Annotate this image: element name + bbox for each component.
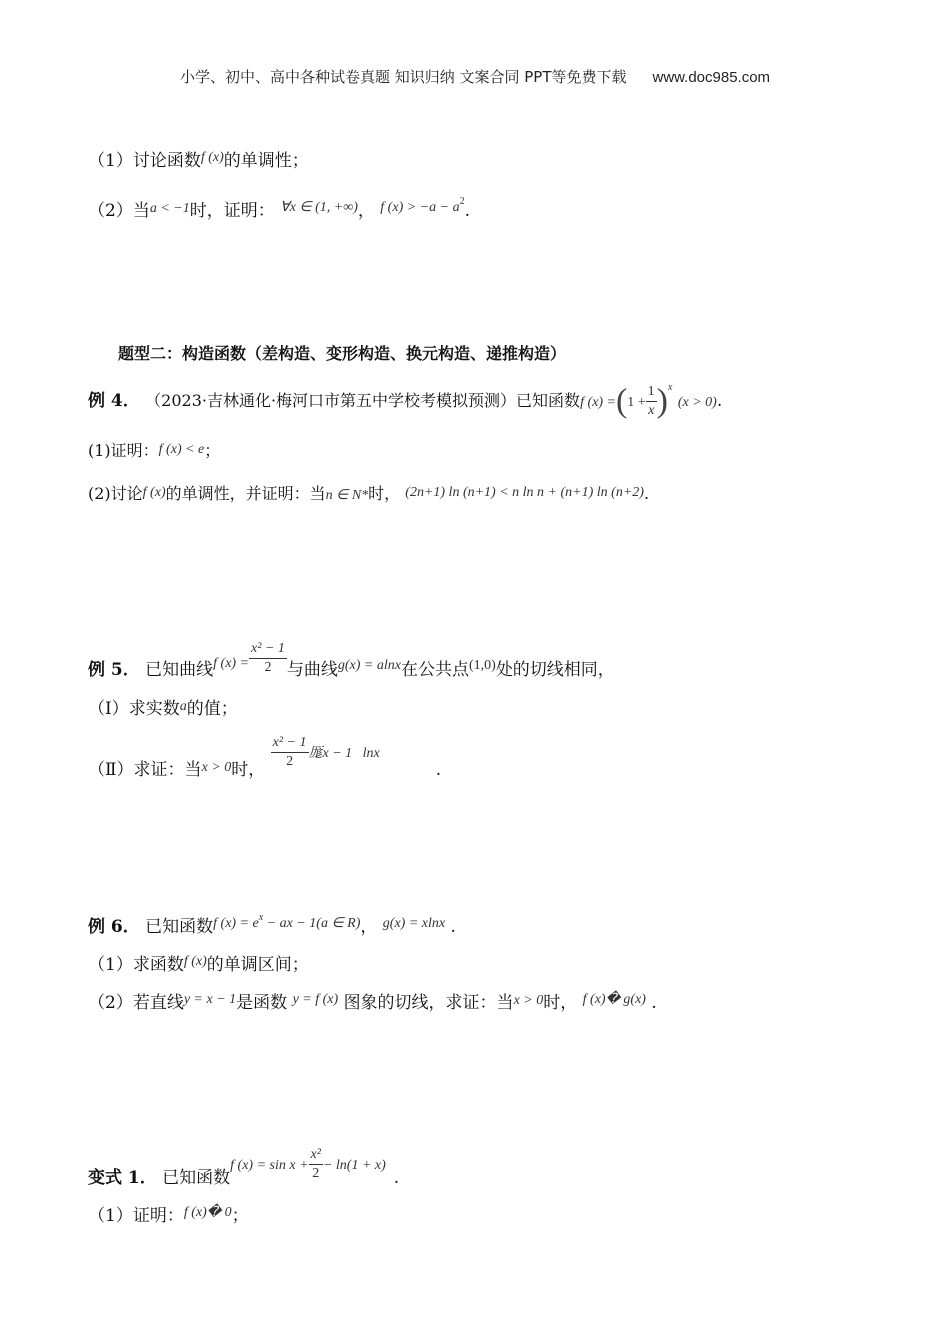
ex6-q2-mid: 是函数 <box>236 993 288 1013</box>
q2-mid: 时，证明： <box>189 201 275 221</box>
ex6-frest: − ax − 1(a ∈ R) <box>263 916 361 931</box>
ex4-frac <box>646 383 657 420</box>
ex4-label: 例 4． <box>88 391 140 411</box>
ex5-den: 2 <box>264 660 272 675</box>
ex6-g: g(x) = xlnx <box>382 916 446 931</box>
ex4-q1-math: f (x) < e <box>158 442 205 457</box>
ex6-q2 <box>88 988 657 1015</box>
ex4-q1-end: ； <box>204 441 221 460</box>
ex5-q2-label: （Ⅱ）求证：当 <box>88 760 202 780</box>
q1-tail: 的单调性； <box>223 151 309 171</box>
ex6-end: . <box>450 917 456 937</box>
ex4-q2-mid: 的单调性，并证明：当 <box>165 484 326 503</box>
example-5 <box>88 640 615 682</box>
ex4-end: . <box>716 391 723 411</box>
header-url[interactable]: www.doc985.com <box>652 69 771 86</box>
var1-fpre: f (x) = sin x + <box>230 1158 309 1173</box>
var1-q1-label: （1）证明： <box>88 1206 184 1226</box>
ex5-q1-a: a <box>179 699 187 714</box>
ex5-g: g(x) = alnx <box>337 658 401 673</box>
ex4-q2-n: n ∈ N* <box>325 488 369 503</box>
var1-label: 变式 1． <box>88 1168 157 1188</box>
var1-q1-math: f (x)� 0 <box>183 1205 232 1220</box>
ex4-q2-ineq: (2n+1) ln (n+1) < n ln n + (n+1) ln (n+2) <box>405 485 644 500</box>
q2-end: . <box>464 201 470 221</box>
var1-t1: 已知函数 <box>162 1168 231 1188</box>
var1-frac <box>309 1146 323 1183</box>
ex6-fexp: x <box>258 912 264 923</box>
ex6-q2-yf: y = f (x) <box>292 992 339 1007</box>
ex5-q2 <box>88 734 441 782</box>
ex4-q2 <box>88 481 649 508</box>
ex4-q2-when: 时， <box>368 484 401 503</box>
ex5-pt: (1,0) <box>468 658 496 673</box>
q2-ineq: f (x) > −a − a <box>380 200 460 215</box>
q2-comma: ， <box>357 201 375 221</box>
ex4-q2-fx: f (x) <box>142 485 166 500</box>
ex5-q2-num: x² − 1 <box>271 734 309 753</box>
ex5-t2: 与曲线 <box>286 660 338 680</box>
q2-forall: ∀x ∈ (1, +∞) <box>280 200 358 215</box>
ex6-label: 例 6． <box>88 917 140 937</box>
ex6-q2-t: 图象的切线，求证：当 <box>343 993 514 1013</box>
variant-1 <box>88 1146 399 1190</box>
example-4 <box>88 376 722 420</box>
ex5-q1-end: 的值； <box>186 699 238 719</box>
ex5-t1: 已知曲线 <box>145 660 214 680</box>
q1-label: （1）讨论函数 <box>88 151 201 171</box>
ex6-q2-line: y = x − 1 <box>183 992 237 1007</box>
ex6-q1-label: （1）求函数 <box>88 955 184 975</box>
q2-cond: a < −1 <box>149 201 190 216</box>
ex4-lparen: ( <box>615 382 628 420</box>
ex6-q2-cond: x > 0 <box>513 993 544 1008</box>
ex6-t1: 已知函数 <box>145 917 214 937</box>
ex4-den: x <box>648 403 655 418</box>
ex4-one: 1 + <box>627 395 646 410</box>
ex6-f: f (x) = e <box>213 916 259 931</box>
ex4-rparen: ) <box>656 382 668 420</box>
question-2 <box>88 190 470 223</box>
q1-math-fx: f (x) <box>200 150 224 165</box>
ex5-frac <box>249 640 287 677</box>
var1-q1 <box>88 1201 249 1228</box>
ex4-dom: (x > 0) <box>677 395 717 410</box>
ex4-exp: x <box>668 382 673 393</box>
ex5-q2-den: 2 <box>286 754 294 769</box>
ex5-num: x² − 1 <box>249 640 287 659</box>
ex6-q2-label: （2）若直线 <box>88 993 184 1013</box>
ex6-q1-fx: f (x) <box>183 954 207 969</box>
var1-num: x² <box>309 1146 323 1165</box>
ex6-q2-end: . <box>651 993 657 1013</box>
q2-label: （2）当 <box>88 201 150 221</box>
var1-end: . <box>393 1168 400 1188</box>
ex5-q2-cond: x > 0 <box>201 760 232 775</box>
ex4-q1 <box>88 438 220 463</box>
ex5-q1 <box>88 695 238 721</box>
ex6-q1 <box>88 950 309 977</box>
ex4-source: （2023·吉林通化·梅河口市第五中学校考模拟预测）已知函数 <box>145 391 581 410</box>
var1-den: 2 <box>312 1166 320 1181</box>
ex5-t3: 在公共点 <box>400 660 469 680</box>
example-6 <box>88 906 456 939</box>
ex4-q1-label: (1)证明： <box>88 441 159 460</box>
q2-sq: 2 <box>459 196 465 207</box>
ex5-label: 例 5． <box>88 660 140 680</box>
ex5-fpre: f (x) = <box>213 656 250 671</box>
ex5-t4: 处的切线相同， <box>495 660 615 680</box>
ex5-q2-when: 时， <box>231 760 266 780</box>
ex6-q1-end: 的单调区间； <box>206 955 309 975</box>
var1-q1-end: ； <box>231 1206 249 1226</box>
ex5-q2-end: . <box>435 760 442 780</box>
ex6-q2-when: 时， <box>543 993 578 1013</box>
ex5-q1-label: （Ⅰ）求实数 <box>88 699 180 719</box>
header-text: 小学、初中、高中各种试卷真题 知识归纳 文案合同 PPT等免费下载 <box>179 68 627 86</box>
ex4-q2-label: (2)讨论 <box>88 484 143 503</box>
ex4-num: 1 <box>646 383 657 402</box>
ex5-q2-frac <box>271 734 309 771</box>
ex4-fpre: f (x) = <box>580 395 616 410</box>
ex6-comma: ， <box>360 917 378 937</box>
page-header <box>0 66 950 87</box>
ex6-q2-ineq: f (x)� g(x) <box>582 992 646 1007</box>
question-1 <box>88 146 309 173</box>
ex4-q2-end: . <box>643 484 650 503</box>
ex5-q2-rest: 厖x − 1 lnx <box>308 746 380 761</box>
section-title: 题型二：构造函数（差构造、变形构造、换元构造、递推构造） <box>118 344 567 363</box>
var1-frest: − ln(1 + x) <box>322 1158 386 1173</box>
